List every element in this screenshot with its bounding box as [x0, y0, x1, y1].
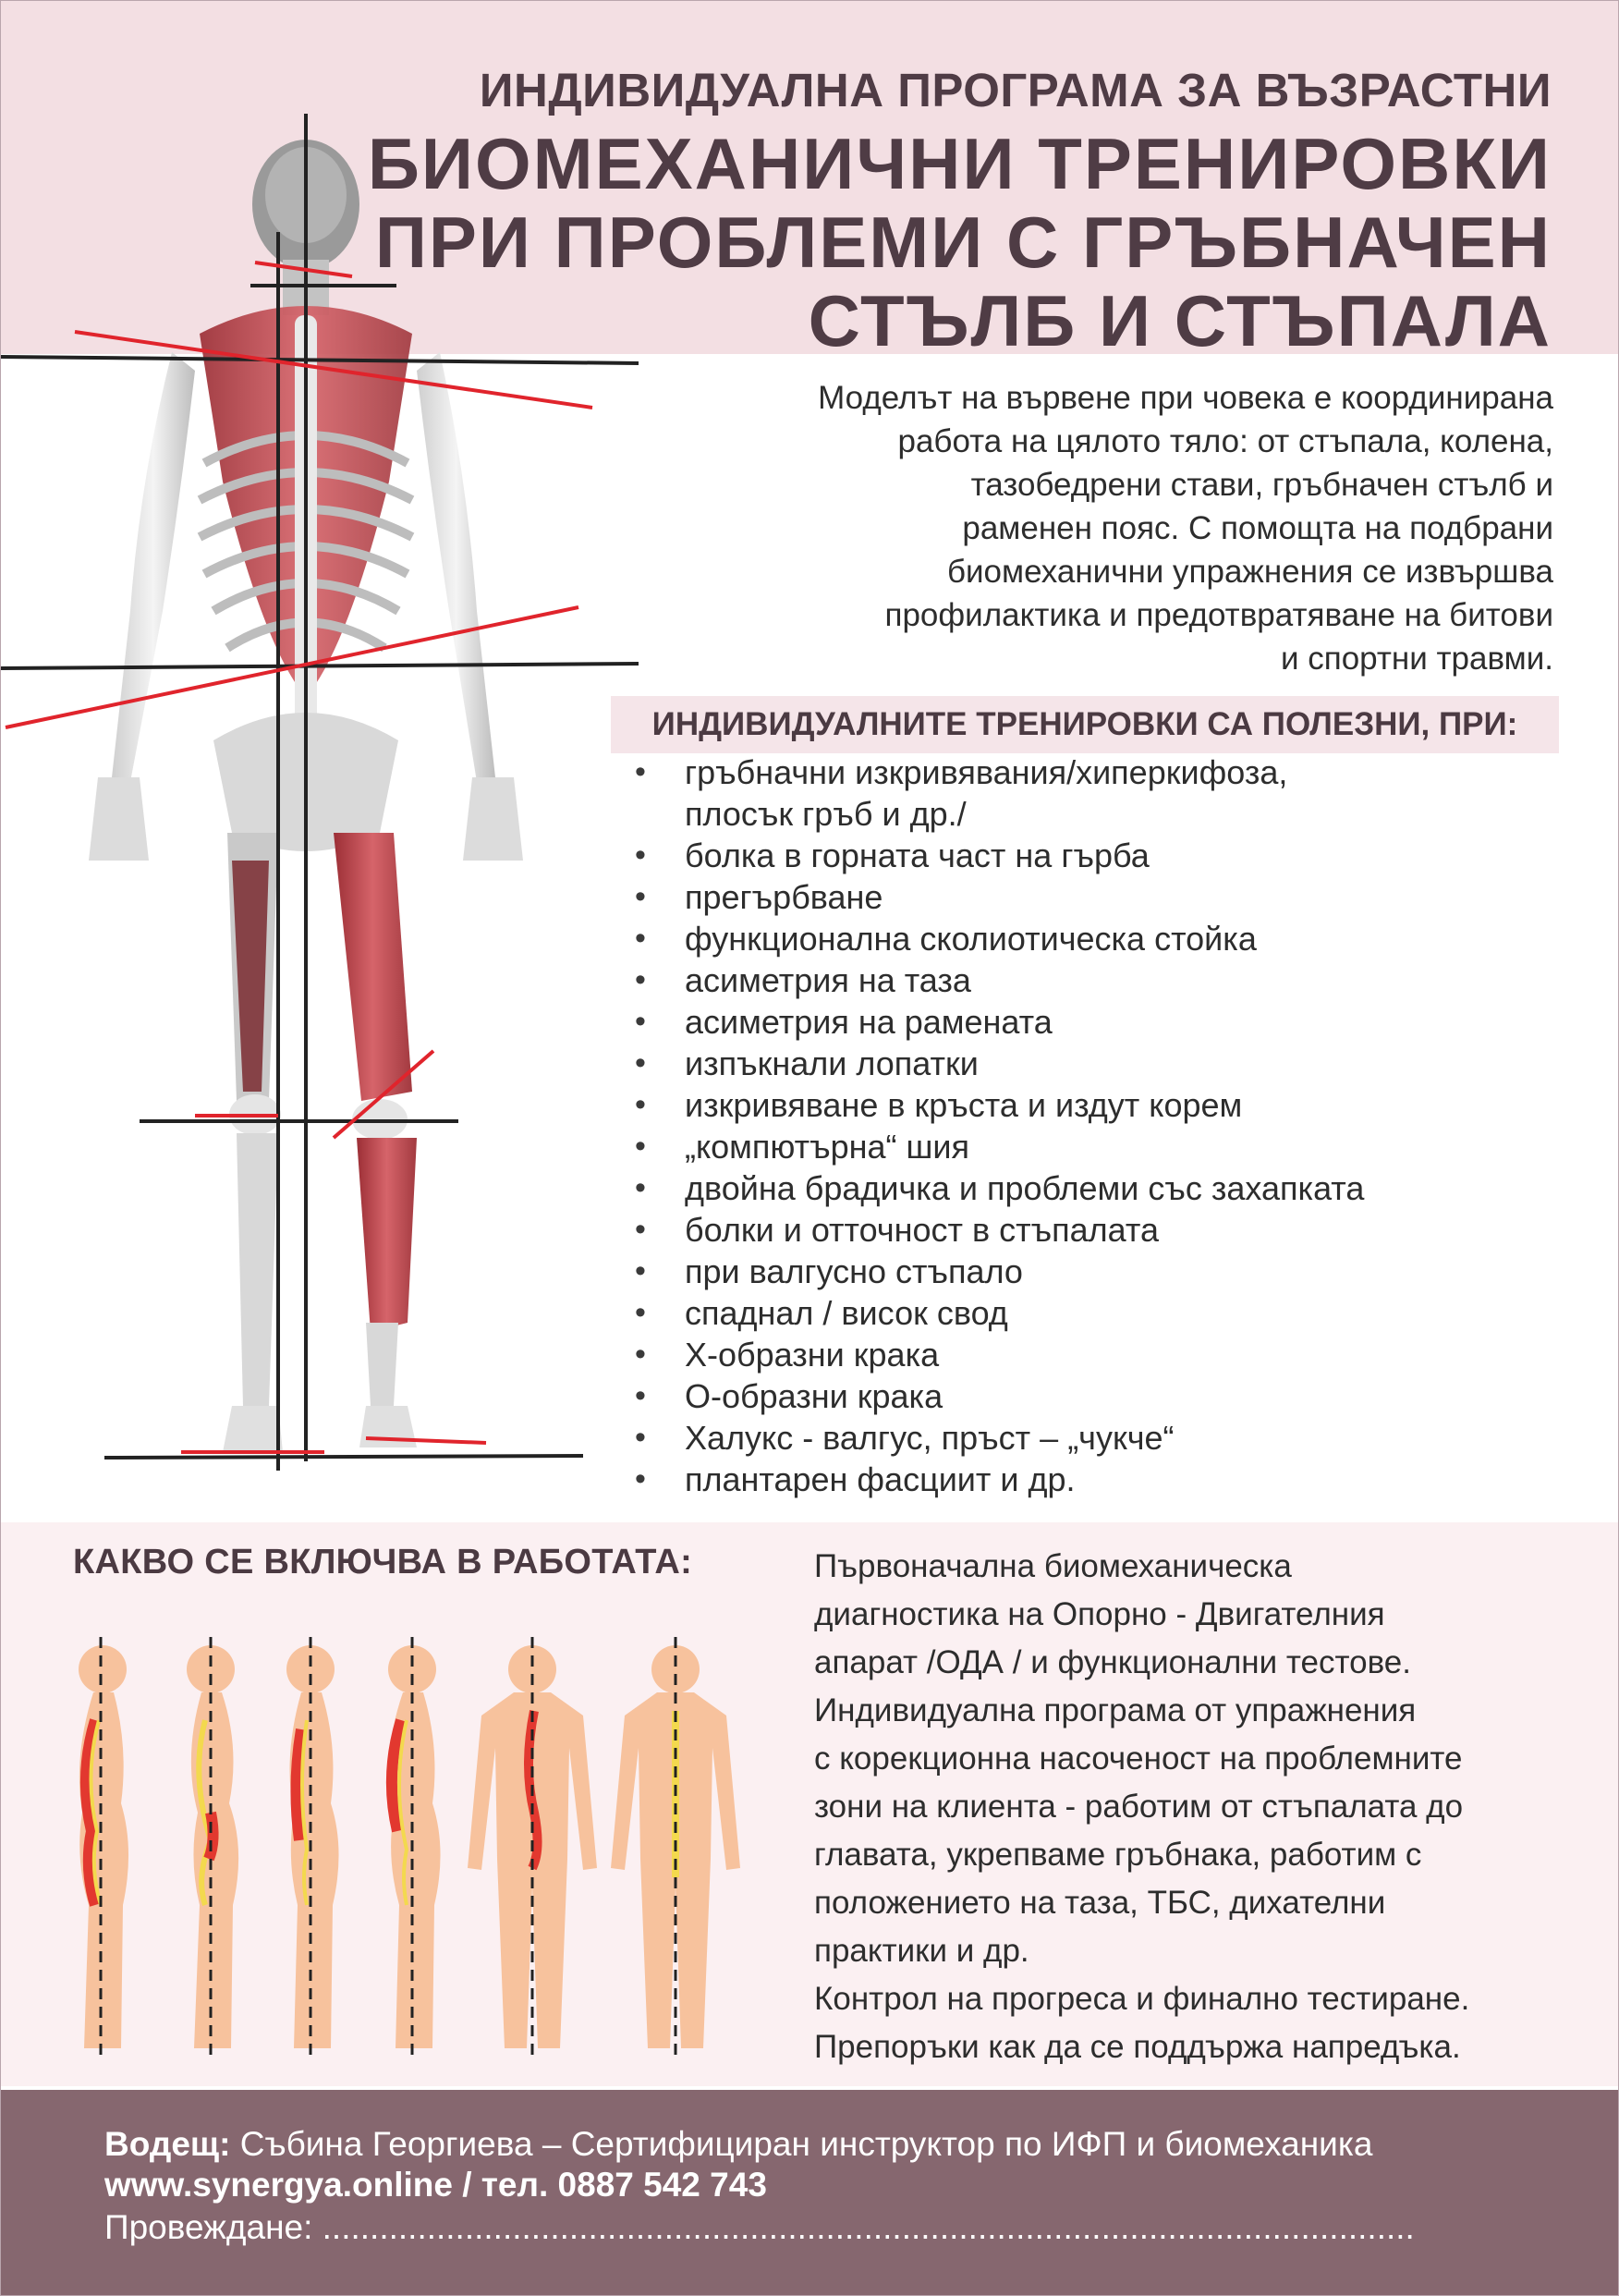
posture-figure-4: [388, 1637, 441, 2062]
header-title-line-2: ПРИ ПРОБЛЕМИ С ГРЪБНАЧЕН: [374, 202, 1552, 283]
list-item: • при валгусно стъпало: [629, 1251, 1364, 1292]
intro-line: и спортни травми.: [1280, 641, 1553, 677]
posture-silhouettes-illustration: [47, 1628, 786, 2071]
work-line: с корекционна насоченост на проблемните: [814, 1740, 1463, 1777]
list-item: • „компютърна“ шия: [629, 1126, 1364, 1167]
list-item: • функционална сколиотическа стойка: [629, 918, 1364, 959]
work-line: диагностика на Опорно - Двигателния: [814, 1596, 1385, 1632]
list-item: • двойна брадичка и проблеми със захапката: [629, 1167, 1364, 1209]
posture-figure-back-1: [468, 1637, 597, 2062]
list-item: • гръбначни изкривявания/хиперкифоза,: [629, 751, 1364, 793]
work-line: практики и др.: [814, 1933, 1029, 1969]
intro-line: профилактика и предотвратяване на битови: [884, 597, 1553, 633]
leader-label: Водещ:: [104, 2125, 231, 2163]
work-heading: КАКВО СЕ ВКЛЮЧВА В РАБОТАТА:: [73, 1543, 693, 1582]
list-item: • Х-образни крака: [629, 1334, 1364, 1375]
list-item: • болка в горната част на гърба: [629, 835, 1364, 876]
intro-line: биомеханични упражнения се извършва: [946, 554, 1553, 590]
right-arm-shape: [417, 352, 495, 782]
intro-paragraph: [648, 376, 1553, 680]
work-line: положението на таза, ТБС, дихателни: [814, 1885, 1386, 1921]
list-item: • асиметрия на рамената: [629, 1001, 1364, 1043]
footer-conducting: Провеждане: ...................................................................................................................: [104, 2208, 1415, 2246]
list-item-continuation: плосък гръб и др./: [685, 795, 967, 833]
list-item: • изкривяване в кръста и издут корем: [629, 1084, 1364, 1126]
intro-line: Моделът на вървене при човека е координирана: [818, 380, 1553, 416]
list-item: • прегърбване: [629, 876, 1364, 918]
list-item: • Халукс - валгус, пръст – „чукче“: [629, 1417, 1364, 1459]
work-line: главата, укрепваме гръбнака, работим с: [814, 1837, 1422, 1873]
work-line: Първоначална биомеханическа: [814, 1548, 1292, 1584]
header-title-line-1: БИОМЕХАНИЧНИ ТРЕНИРОВКИ: [367, 123, 1552, 204]
list-item: • плантарен фасциит и др.: [629, 1459, 1364, 1500]
list-item: • изпъкнали лопатки: [629, 1043, 1364, 1084]
header-subtitle: ИНДИВИДУАЛНА ПРОГРАМА ЗА ВЪЗРАСТНИ: [479, 64, 1552, 116]
list-item: • спаднал / висок свод: [629, 1292, 1364, 1334]
posture-figure-1: [79, 1637, 128, 2062]
intro-line: тазобедрени стави, гръбначен стълб и: [970, 467, 1553, 503]
list-item: • асиметрия на таза: [629, 959, 1364, 1001]
list-item: • О-образни крака: [629, 1375, 1364, 1417]
footer-leader: [104, 2125, 1372, 2164]
work-line: зони на клиента - работим от стъпалата до: [814, 1789, 1464, 1825]
work-line: апарат /ОДА / и функционални тестове.: [814, 1644, 1411, 1680]
left-arm-shape: [112, 352, 195, 782]
anatomy-figure-illustration: [1, 93, 666, 1508]
benefits-heading: ИНДИВИДУАЛНИТЕ ТРЕНИРОВКИ СА ПОЛЕЗНИ, ПРИ:: [611, 696, 1559, 753]
posture-figure-2: [187, 1637, 238, 2062]
header-title-line-3: СТЪЛБ И СТЪПАЛА: [808, 280, 1552, 361]
posture-figure-back-2: [611, 1637, 740, 2062]
work-description: [814, 1543, 1590, 2071]
footer: [1, 2090, 1618, 2295]
work-line: Препоръки как да се поддържа напредъка.: [814, 2029, 1461, 2065]
footer-contact: www.synergya.online / тел. 0887 542 743: [104, 2166, 767, 2204]
intro-line: раменен пояс. С помощта на подбрани: [962, 510, 1553, 546]
leader-text: Събина Георгиева – Сертифициран инструктор по ИФП и биомеханика: [230, 2125, 1373, 2163]
work-line: Контрол на прогреса и финално тестиране.: [814, 1981, 1470, 2017]
work-line: Индивидуална програма от упражнения: [814, 1692, 1417, 1728]
right-leg-shape: [334, 833, 412, 1101]
intro-line: работа на цялото тяло: от стъпала, колена,: [897, 423, 1553, 459]
list-item: • болки и отточност в стъпалата: [629, 1209, 1364, 1251]
benefits-list: [629, 751, 1364, 1500]
posture-figure-3: [286, 1637, 339, 2062]
